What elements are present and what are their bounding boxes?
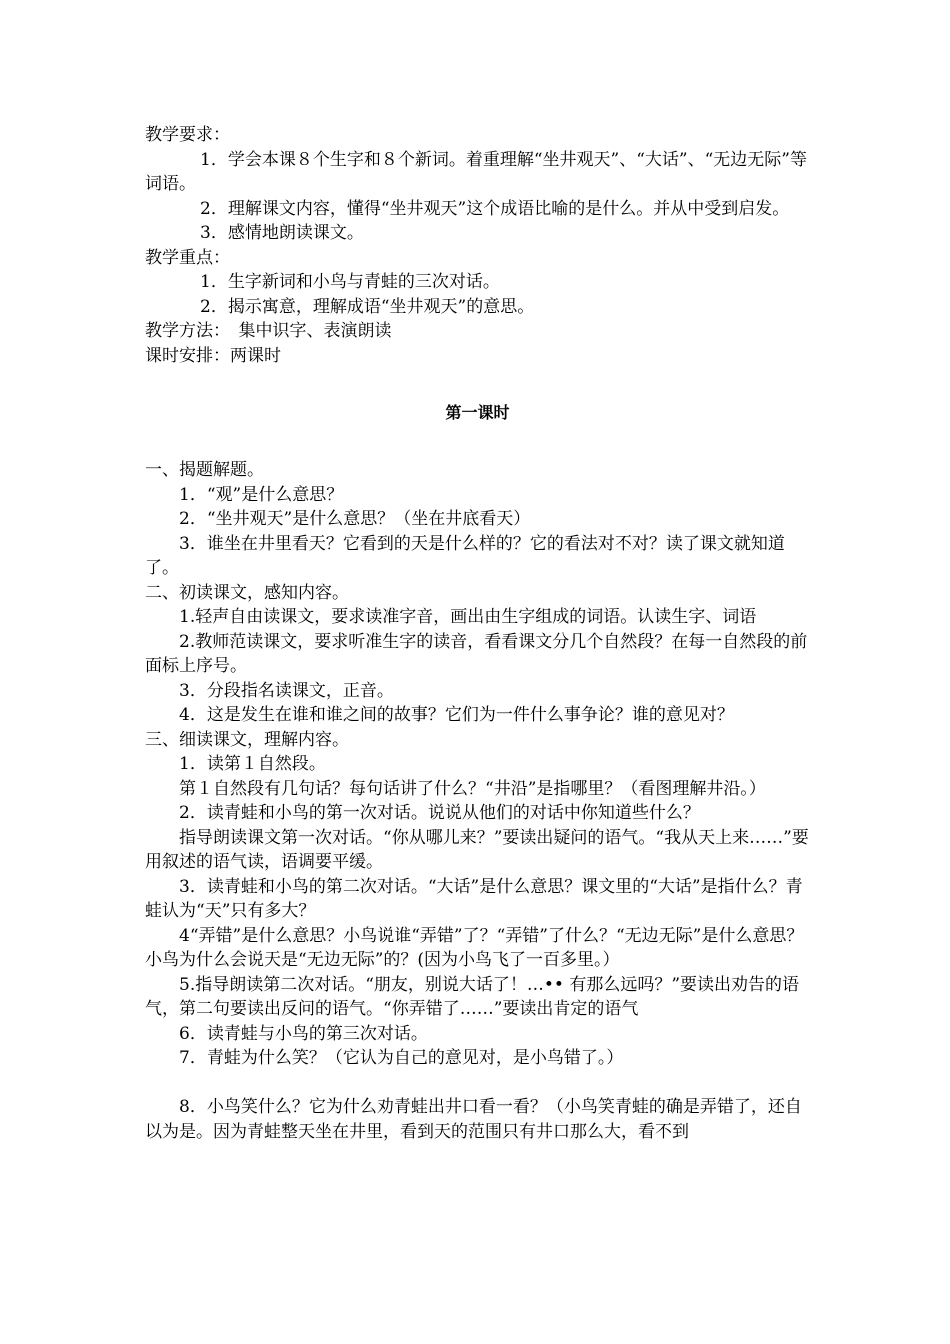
- section-item: 7．青蛙为什么笑？（它认为自己的意见对，是小鸟错了。）: [179, 1048, 624, 1068]
- section-item: 4“弄错”是什么意思？小鸟说谁“弄错”了？“弄错”了什么？“无边无际”是什么意思？小鸟为什么会说天是“无边无际”的？(因为小鸟飞了一百多里。）: [145, 925, 804, 970]
- section-item: 3．分段指名读课文，正音。: [179, 680, 394, 701]
- section-title: 三、细读课文，理解内容。: [145, 729, 349, 750]
- requirement-item: 3．感情地朗读课文。: [200, 223, 364, 243]
- requirement-item: 1．学会本课８个生字和８个新词。着重理解“坐井观天”、“大话”、“无边无际”等词语。: [145, 149, 807, 194]
- key-point-item: 2．揭示寓意，理解成语“坐井观天”的意思。: [200, 296, 535, 317]
- section-item: 2．“坐井观天”是什么意思？（坐在井底看天）: [179, 509, 531, 529]
- key-point-item: 1．生字新词和小鸟与青蛙的三次对话。: [200, 272, 500, 292]
- section-title: 一、揭题解题。: [145, 460, 264, 480]
- requirements-title: 教学要求：: [145, 125, 230, 145]
- section-item: 5.指导朗读第二次对话。“朋友，别说大话了！…•• 有那么远吗？”要读出劝告的语气，第二句要读出反问的语气。“你弄错了……”要读出肯定的语气: [145, 974, 800, 1019]
- class-schedule: 课时安排：两课时: [145, 345, 281, 366]
- section-item: 指导朗读课文第一次对话。“你从哪儿来？”要读出疑问的语气。“我从天上来……”要用叙述的语气读，语调要平缓。: [145, 827, 809, 872]
- section-item: 8．小鸟笑什么？它为什么劝青蛙出井口看一看？（小鸟笑青蛙的确是弄错了，还自以为是。因为青蛙整天坐在井里，看到天的范围只有井口那么大，看不到: [145, 1097, 802, 1142]
- teaching-method: 教学方法： 集中识字、表演朗读: [145, 321, 392, 341]
- section-item: 1．“观”是什么意思？: [179, 484, 344, 505]
- section-item: 1.轻声自由读课文，要求读准字音，画出由生字组成的词语。认读生字、词语: [179, 607, 757, 627]
- section-item: 1．读第１自然段。: [179, 754, 326, 774]
- section-item: 第１自然段有几句话？每句话讲了什么？“井沿”是指哪里？（看图理解井沿。）: [179, 778, 766, 799]
- section-title: 二、初读课文，感知内容。: [145, 582, 349, 603]
- section-item: 6．读青蛙与小鸟的第三次对话。: [179, 1023, 428, 1044]
- section-item: 3．谁坐在井里看天？它看到的天是什么样的？它的看法对不对？读了课文就知道了。: [145, 533, 785, 578]
- blank-line: [145, 1071, 810, 1096]
- section-item: 2．读青蛙和小鸟的第一次对话。说说从他们的对话中你知道些什么？: [179, 803, 700, 823]
- requirement-item: 2．理解课文内容，懂得“坐井观天”这个成语比喻的是什么。并从中受到启发。: [200, 198, 790, 219]
- section-item: 3．读青蛙和小鸟的第二次对话。“大话”是什么意思？课文里的“大话”是指什么？青蛙认为“天”只有多大？: [145, 876, 803, 921]
- section-item: 2.教师范读课文，要求听准生字的读音，看看课文分几个自然段？在每一自然段的前面标上序号。: [145, 631, 808, 676]
- section-item: 4．这是发生在谁和谁之间的故事？它们为一件什么事争论？谁的意见对？: [179, 705, 734, 725]
- lesson-title: 第一课时: [445, 403, 510, 422]
- key-points-title: 教学重点：: [145, 247, 230, 268]
- document-body: [145, 123, 810, 1144]
